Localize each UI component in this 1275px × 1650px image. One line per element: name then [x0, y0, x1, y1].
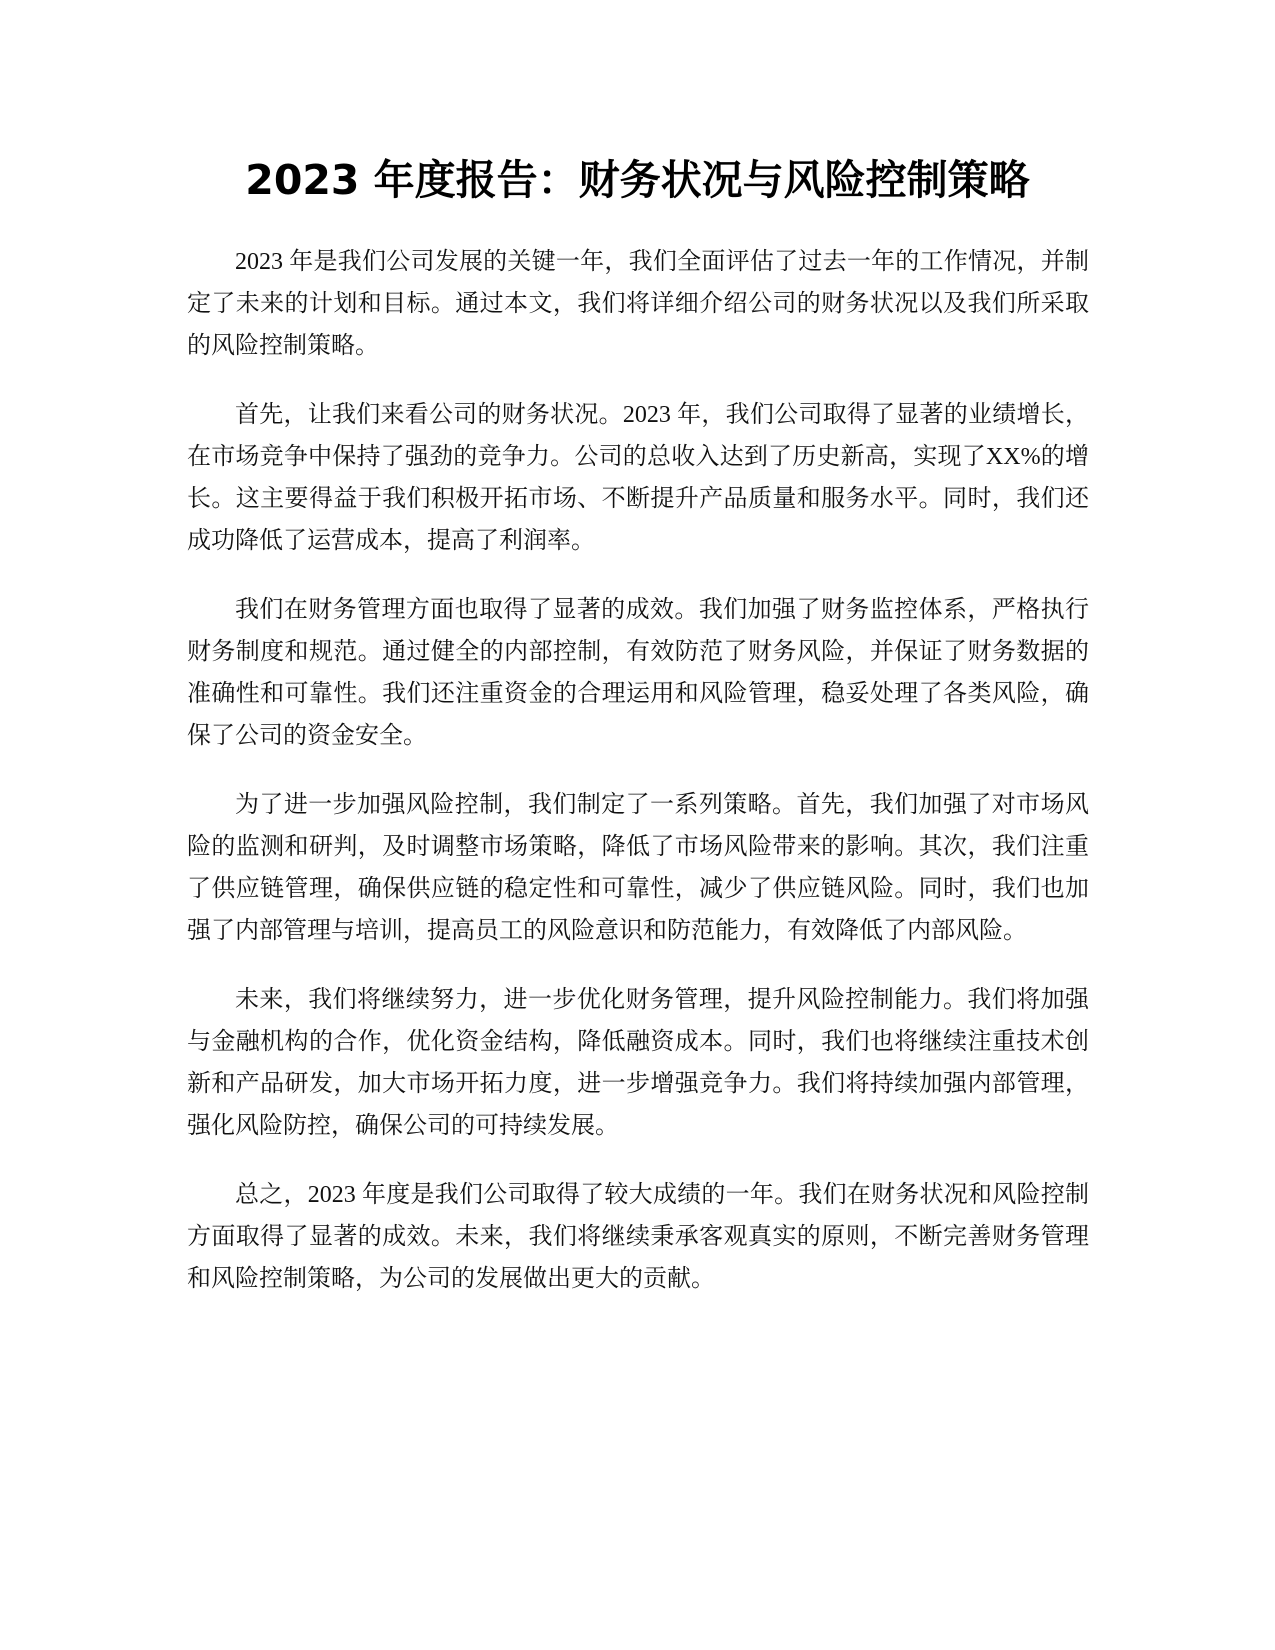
paragraph-financial-management: 我们在财务管理方面也取得了显著的成效。我们加强了财务监控体系，严格执行财务制度和规范。通过健全的内部控制，有效防范了财务风险，并保证了财务数据的准确性和可靠性。我们还注重资金的合理运用和风险管理，稳妥处理了各类风险，确保了公司的资金安全。 — [187, 597, 1089, 749]
paragraph-risk-control: 为了进一步加强风险控制，我们制定了一系列策略。首先，我们加强了对市场风险的监测和研判，及时调整市场策略，降低了市场风险带来的影响。其次，我们注重了供应链管理，确保供应链的稳定性和可靠性，减少了供应链风险。同时，我们也加强了内部管理与培训，提高员工的风险意识和防范能力，有效降低了内部风险。 — [187, 792, 1089, 944]
document-body — [187, 241, 1089, 1327]
paragraph-future: 未来，我们将继续努力，进一步优化财务管理，提升风险控制能力。我们将加强与金融机构的合作，优化资金结构，降低融资成本。同时，我们也将继续注重技术创新和产品研发，加大市场开拓力度，进一步增强竞争力。我们将持续加强内部管理，强化风险防控，确保公司的可持续发展。 — [187, 987, 1089, 1139]
document-title: 2023 年度报告：财务状况与风险控制策略 — [245, 156, 1030, 204]
paragraph-conclusion: 总之，2023 年度是我们公司取得了较大成绩的一年。我们在财务状况和风险控制方面取得了显著的成效。未来，我们将继续秉承客观真实的原则，不断完善财务管理和风险控制策略，为公司的发展做出更大的贡献。 — [187, 1182, 1089, 1292]
paragraph-intro: 2023 年是我们公司发展的关键一年，我们全面评估了过去一年的工作情况，并制定了未来的计划和目标。通过本文，我们将详细介绍公司的财务状况以及我们所采取的风险控制策略。 — [187, 249, 1089, 359]
paragraph-financial-status: 首先，让我们来看公司的财务状况。2023 年，我们公司取得了显著的业绩增长，在市场竞争中保持了强劲的竞争力。公司的总收入达到了历史新高，实现了XX%的增长。这主要得益于我们积极开拓市场、不断提升产品质量和服务水平。同时，我们还成功降低了运营成本，提高了利润率。 — [187, 402, 1089, 554]
